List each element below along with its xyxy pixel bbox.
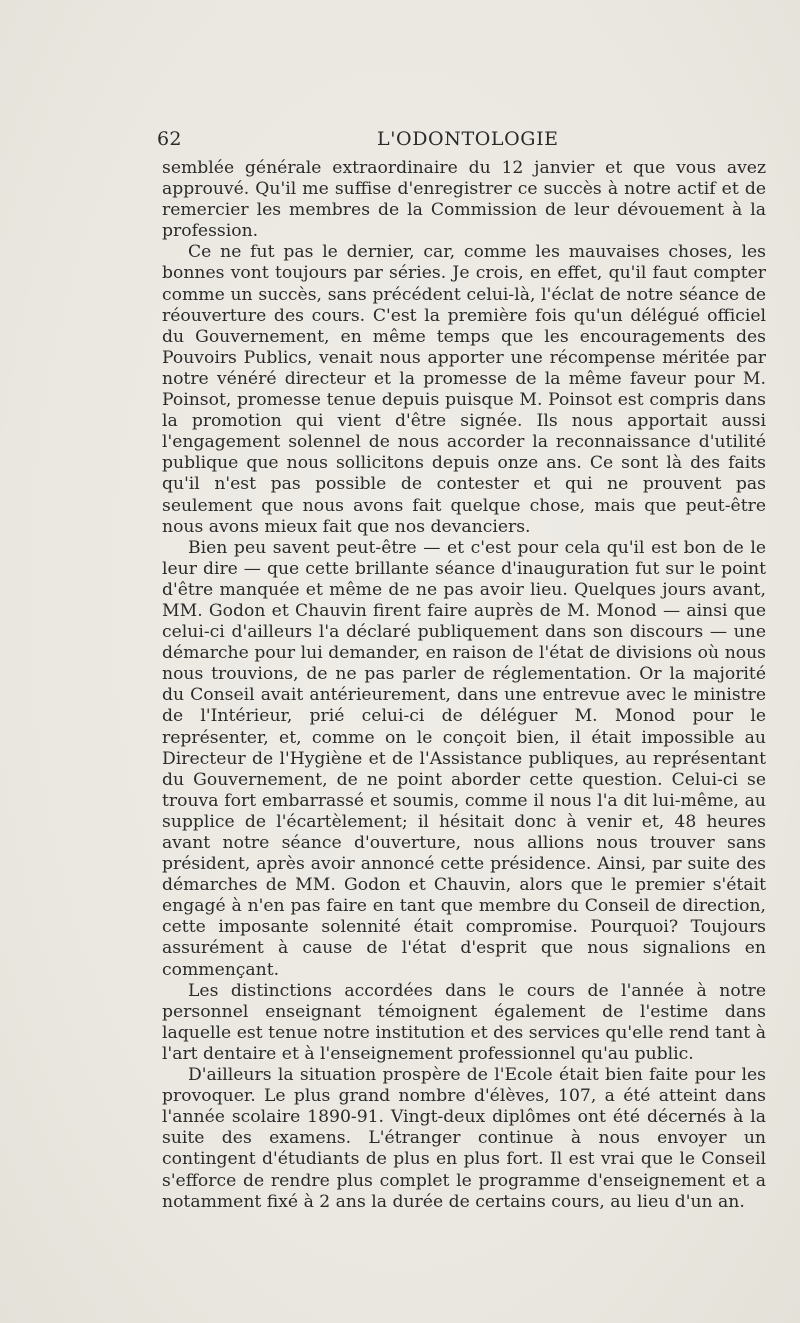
page-header: [157, 128, 765, 154]
page-number: 62: [157, 128, 182, 150]
paragraph: D'ailleurs la situation prospère de l'Ecole était bien faite pour les provoquer. Le plus grand nombre d'élèves, 107, a été atteint dans l'année scolaire 1890-91. Vingt-deux diplômes ont été décernés à la suite des examens. L'étranger continue à nous envoyer un contingent d'étudiants de plus en plus fort. Il est vrai que le Conseil s'efforce de rendre plus complet le programme d'enseignement et a notamment fixé à 2 ans la durée de certains cours, au lieu d'un an.: [162, 1065, 766, 1212]
body-text: [162, 158, 766, 1213]
paragraph: Bien peu savent peut-être — et c'est pour cela qu'il est bon de le leur dire — que cette brillante séance d'inauguration fut sur le point d'être manquée et même de ne pas avoir lieu. Quelques jours avant, MM. Godon et Chauvin firent faire auprès de M. Monod — ainsi que celui-ci d'ailleurs l'a déclaré publiquement dans son discours — une démarche pour lui demander, en raison de l'état de divisions où nous nous trouvions, de ne pas parler de réglementation. Or la majorité du Conseil avait antérieurement, dans une entrevue avec le ministre de l'Intérieur, prié celui-ci de déléguer M. Monod pour le représenter, et, comme on le conçoit bien, il était impossible au Directeur de l'Hygiène et de l'Assistance publiques, au représentant du Gouvernement, de ne point aborder cette question. Celui-ci se trouva fort embarrassé et soumis, comme il nous l'a dit lui-même, au supplice de l'écartèlement; il hésitait donc à venir et, 48 heures avant notre séance d'ouverture, nous allions nous trouver sans président, après avoir annoncé cette présidence. Ainsi, par suite des démarches de MM. Godon et Chauvin, alors que le premier s'était engagé à n'en pas faire en tant que membre du Conseil de direction, cette imposante solennité était compromise. Pourquoi? Toujours assurément à cause de l'état d'esprit que nous signalions en commençant.: [162, 537, 766, 980]
paragraph-continuation: semblée générale extraordinaire du 12 janvier et que vous avez approuvé. Qu'il me suffise d'enregistrer ce succès à notre actif et de remercier les membres de la Commission de leur dévouement à la profession.: [162, 158, 766, 242]
paragraph: Ce ne fut pas le dernier, car, comme les mauvaises choses, les bonnes vont toujours par séries. Je crois, en effet, qu'il faut compter comme un succès, sans précédent celui-là, l'éclat de notre séance de réouverture des cours. C'est la première fois qu'un délégué officiel du Gouvernement, en même temps que les encouragements des Pouvoirs Publics, venait nous apporter une récompense méritée par notre vénéré directeur et la promesse de la même faveur pour M. Poinsot, promesse tenue depuis puisque M. Poinsot est compris dans la promotion qui vient d'être signée. Ils nous apportait aussi l'engagement solennel de nous accorder la reconnaissance d'utilité publique que nous sollicitons depuis onze ans. Ce sont là des faits qu'il n'est pas possible de contester et qui ne prouvent pas seulement que nous avons fait quelque chose, mais que peut-être nous avons mieux fait que nos devanciers.: [162, 242, 766, 537]
paragraph: Les distinctions accordées dans le cours de l'année à notre personnel enseignant témoignent également de l'estime dans laquelle est tenue notre institution et des services qu'elle rend tant à l'art dentaire et à l'enseignement professionnel qu'au public.: [162, 980, 766, 1064]
running-title: L'ODONTOLOGIE: [377, 128, 559, 150]
